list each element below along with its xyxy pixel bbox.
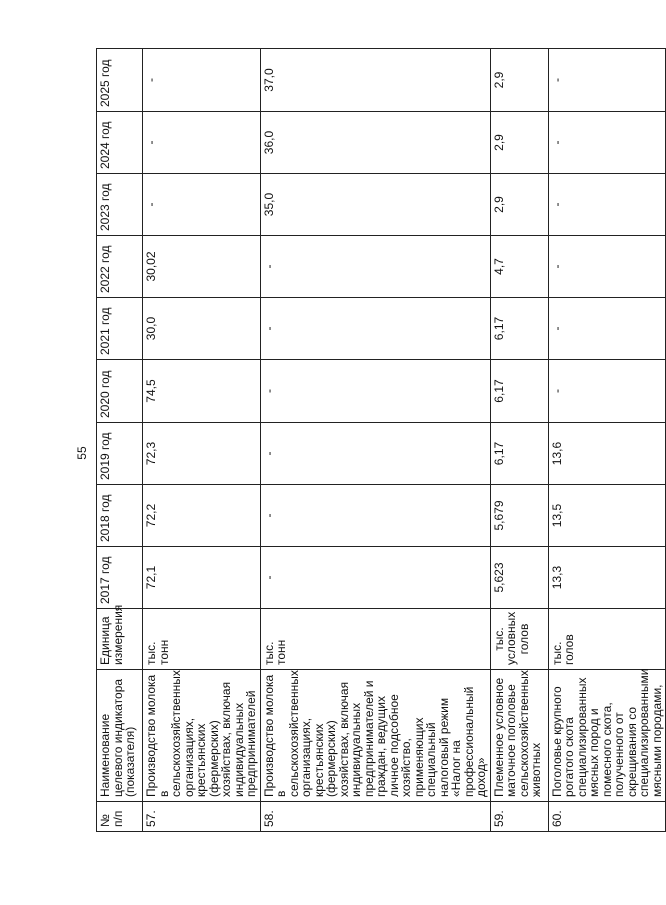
- indicator-name: Поголовье крупного рогатого скота специализированных мясных пород и помесного скота, полученного от скрещивания со специализированными мясными породами,: [548, 670, 666, 802]
- header-year: 2025 год: [97, 49, 143, 112]
- value-cell: -: [143, 49, 261, 112]
- value-cell: 13,3: [548, 547, 666, 609]
- header-year: 2020 год: [97, 360, 143, 423]
- value-cell: 35,0: [260, 174, 490, 236]
- value-cell: -: [548, 236, 666, 298]
- row-number: 57.: [143, 802, 261, 832]
- value-cell: 72,1: [143, 547, 261, 609]
- value-cell: -: [548, 174, 666, 236]
- value-cell: 30,02: [143, 236, 261, 298]
- value-cell: 6,17: [490, 360, 548, 423]
- header-unit: Единица измерения: [97, 609, 143, 670]
- header-year: 2017 год: [97, 547, 143, 609]
- value-cell: -: [260, 547, 490, 609]
- unit-cell: тыс. условных голов: [490, 609, 548, 670]
- unit-cell: тыс. тонн: [143, 609, 261, 670]
- indicator-name: Племенное условное маточное поголовье сельскохозяйственных животных: [490, 670, 548, 802]
- value-cell: 2,9: [490, 174, 548, 236]
- indicator-name: Производство молока в сельскохозяйственных организациях, крестьянских (фермерских) хозяйствах, включая индивидуальных предпринимателей: [143, 670, 261, 802]
- value-cell: -: [548, 49, 666, 112]
- value-cell: 5,623: [490, 547, 548, 609]
- value-cell: 4,7: [490, 236, 548, 298]
- table-row: [143, 49, 261, 832]
- row-number: 58.: [260, 802, 490, 832]
- value-cell: -: [260, 360, 490, 423]
- header-name: Наименование целевого индикатора (показателя): [97, 670, 143, 802]
- table-row: [490, 49, 548, 832]
- indicator-name: Производство молока в сельскохозяйственных организациях, крестьянских (фермерских) хозяйствах, включая индивидуальных предпринимателей и граждан, ведущих личное подсобное хозяйство, применяющих специальный налоговый режим «Налог на профессиональный доход»: [260, 670, 490, 802]
- value-cell: 37,0: [260, 49, 490, 112]
- header-row: [97, 49, 143, 832]
- value-cell: 5,679: [490, 485, 548, 547]
- value-cell: -: [143, 112, 261, 174]
- header-year: 2018 год: [97, 485, 143, 547]
- value-cell: 13,5: [548, 485, 666, 547]
- value-cell: -: [260, 298, 490, 360]
- header-year: 2023 год: [97, 174, 143, 236]
- value-cell: -: [548, 112, 666, 174]
- header-year: 2019 год: [97, 423, 143, 485]
- value-cell: -: [143, 174, 261, 236]
- header-year: 2024 год: [97, 112, 143, 174]
- value-cell: 13,6: [548, 423, 666, 485]
- value-cell: -: [260, 485, 490, 547]
- page-number: 55: [75, 446, 89, 460]
- row-number: 60.: [548, 802, 666, 832]
- table-row: [260, 49, 490, 832]
- indicator-table: [96, 48, 666, 832]
- header-year: 2022 год: [97, 236, 143, 298]
- value-cell: -: [260, 423, 490, 485]
- value-cell: 2,9: [490, 112, 548, 174]
- table-row: [548, 49, 666, 832]
- unit-cell: тыс. тонн: [260, 609, 490, 670]
- value-cell: 6,17: [490, 423, 548, 485]
- value-cell: 72,2: [143, 485, 261, 547]
- value-cell: -: [548, 360, 666, 423]
- unit-cell: тыс. голов: [548, 609, 666, 670]
- value-cell: 30,0: [143, 298, 261, 360]
- rotated-table-wrapper: [96, 48, 664, 832]
- value-cell: 2,9: [490, 49, 548, 112]
- header-num: № п/п: [97, 802, 143, 832]
- row-number: 59.: [490, 802, 548, 832]
- value-cell: -: [548, 298, 666, 360]
- value-cell: 36,0: [260, 112, 490, 174]
- header-year: 2021 год: [97, 298, 143, 360]
- value-cell: 72,3: [143, 423, 261, 485]
- value-cell: 6,17: [490, 298, 548, 360]
- value-cell: 74,5: [143, 360, 261, 423]
- value-cell: -: [260, 236, 490, 298]
